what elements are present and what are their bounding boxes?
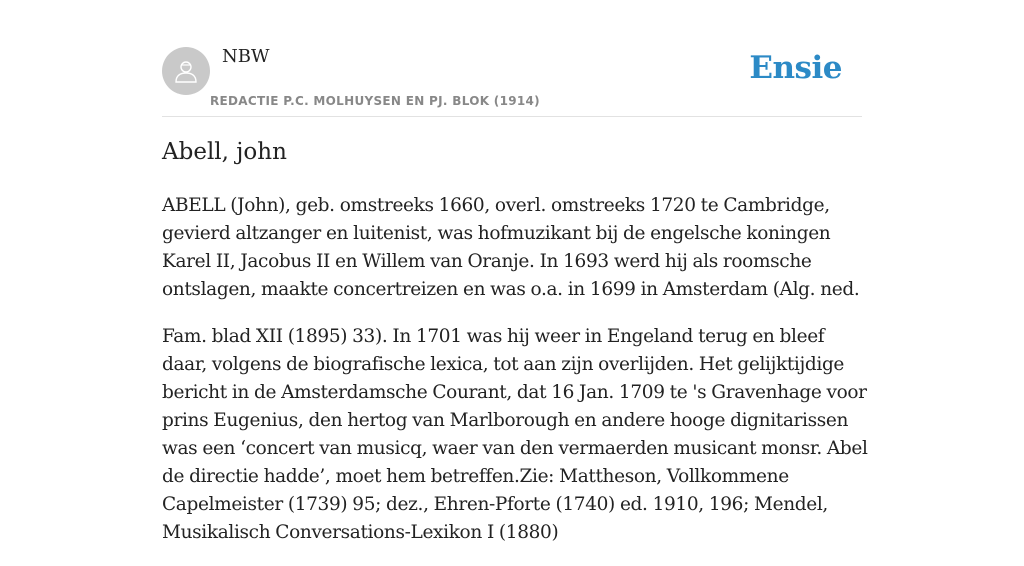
- author-name[interactable]: NBW: [222, 46, 270, 67]
- article-body: [162, 192, 870, 566]
- ensie-logo[interactable]: Ensie: [749, 50, 842, 86]
- user-icon: [172, 57, 200, 85]
- author-avatar[interactable]: [162, 47, 210, 95]
- article-paragraph: Fam. blad XII (1895) 33). In 1701 was hij weer in Engeland terug en bleef daar, volgens de biografische lexica, tot aan zijn overlijden. Het gelijktijdige bericht in de Amsterdamsche Courant, dat 16 Jan. 1709 te 's Gravenhage voor prins Eugenius, den hertog van Marlborough en andere hooge dignitarissen was een ‘concert van musicq, waer van den vermaerden musicant monsr. Abel de directie hadde’, moet hem betreffen.Zie: Mattheson, Vollkommene Capelmeister (1739) 95; dez., Ehren-Pforte (1740) ed. 1910, 196; Mendel, Musikalisch Conversations-Lexikon I (1880): [162, 326, 868, 543]
- article-paragraph: ABELL (John), geb. omstreeks 1660, overl. omstreeks 1720 te Cambridge, gevierd altzanger en luitenist, was hofmuzikant bij de engelsche koningen Karel II, Jacobus II en Willem van Oranje. In 1693 werd hij als roomsche ontslagen, maakte concertreizen en was o.a. in 1699 in Amsterdam (Alg. ned.: [162, 195, 860, 300]
- article-title: Abell, john: [162, 139, 287, 165]
- article-header: [162, 0, 862, 117]
- editor-credit: REDACTIE P.C. MOLHUYSEN EN PJ. BLOK (1914): [210, 94, 540, 108]
